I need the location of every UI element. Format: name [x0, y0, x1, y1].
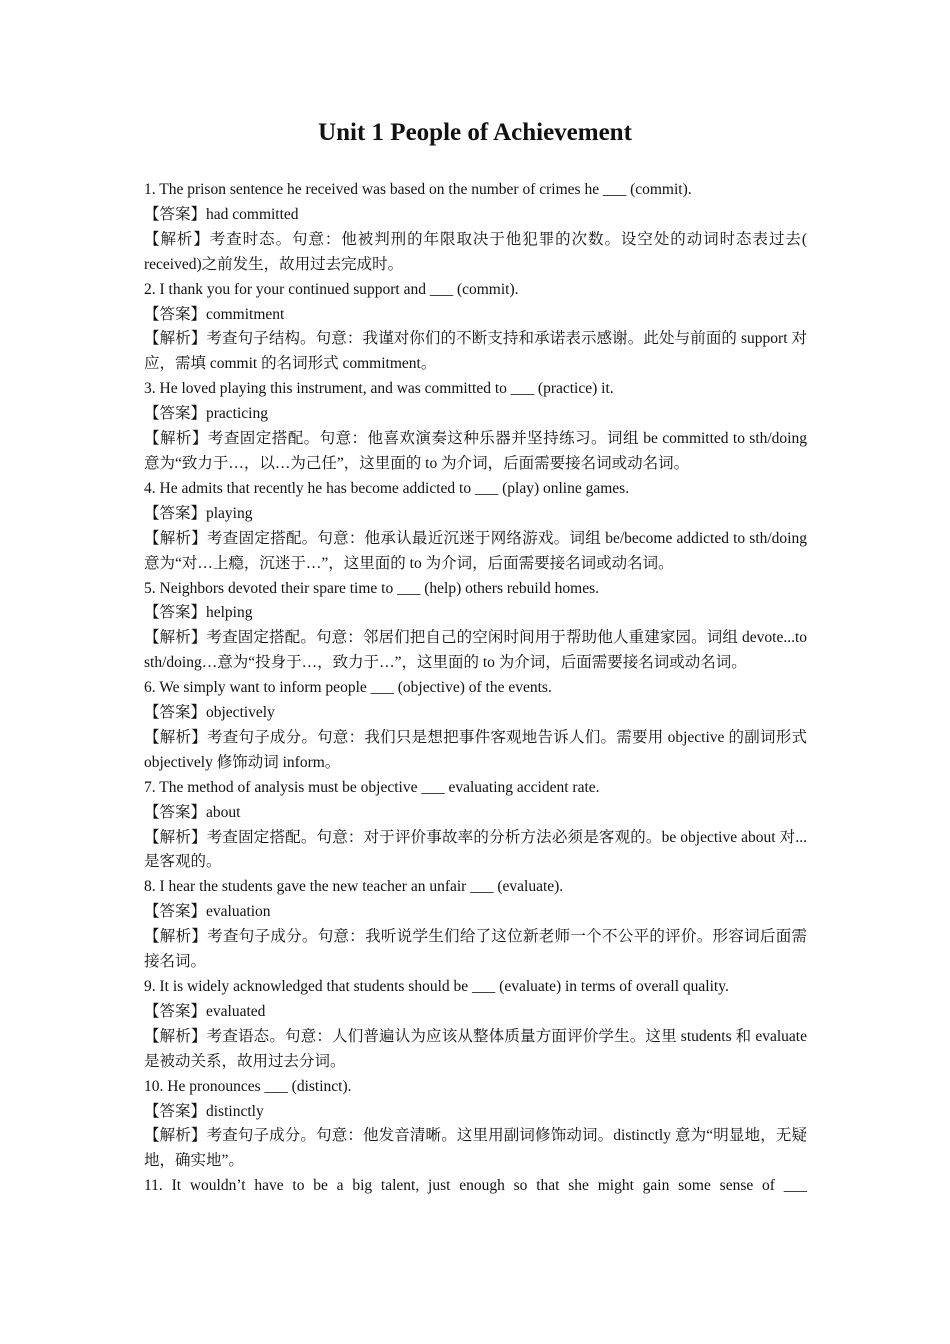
explanation-1: 【解析】考查时态。句意：他被判刑的年限取决于他犯罪的次数。设空处的动词时态表过去( received)之前发生，故用过去完成时。 — [144, 230, 807, 273]
explanation-6: 【解析】考查句子成分。句意：我们只是想把事件客观地告诉人们。需要用 objective 的副词形式 objectively 修饰动词 inform。 — [144, 728, 807, 771]
question-11-partial: 11. It wouldn’t have to be a big talent, just enough so that she might gain some sense of ___ — [144, 1177, 807, 1195]
answer-5: 【答案】helping — [144, 604, 253, 622]
question-4: 4. He admits that recently he has become addicted to ___ (play) online games. — [144, 479, 630, 497]
page-title: Unit 1 People of Achievement — [318, 119, 632, 146]
explanation-5: 【解析】考查固定搭配。句意：邻居们把自己的空闲时间用于帮助他人重建家园。词组 devote...to sth/doing…意为“投身于…，致力于…”，这里面的 to 为介词，后面需要接名词或动名词。 — [144, 629, 807, 672]
question-6: 6. We simply want to inform people ___ (objective) of the events. — [144, 679, 552, 697]
answer-6: 【答案】objectively — [144, 704, 275, 722]
explanation-3: 【解析】考查固定搭配。句意：他喜欢演奏这种乐器并坚持练习。词组 be committed to sth/doing 意为“致力于…，以…为己任”，这里面的 to 为介词，后面需要接名词或动名词。 — [144, 430, 807, 472]
explanation-8: 【解析】考查句子成分。句意：我听说学生们给了这位新老师一个不公平的评价。形容词后面需接名词。 — [144, 928, 807, 971]
question-10: 10. He pronounces ___ (distinct). — [144, 1077, 352, 1095]
answer-9: 【答案】evaluated — [144, 1002, 266, 1020]
question-7: 7. The method of analysis must be objective ___ evaluating accident rate. — [144, 778, 600, 796]
answer-10: 【答案】distinctly — [144, 1102, 264, 1120]
explanation-7: 【解析】考查固定搭配。句意：对于评价事故率的分析方法必须是客观的。be objective about 对...是客观的。 — [144, 828, 807, 871]
explanation-2: 【解析】考查句子结构。句意：我谨对你们的不断支持和承诺表示感谢。此处与前面的 support 对应，需填 commit 的名词形式 commitment。 — [144, 330, 807, 373]
question-8: 8. I hear the students gave the new teacher an unfair ___ (evaluate). — [144, 878, 564, 896]
answer-3: 【答案】practicing — [144, 405, 268, 423]
exercise-content — [144, 178, 807, 1199]
answer-2: 【答案】commitment — [144, 305, 285, 323]
question-2: 2. I thank you for your continued support and ___ (commit). — [144, 280, 519, 298]
question-5: 5. Neighbors devoted their spare time to ___ (help) others rebuild homes. — [144, 579, 599, 597]
question-1: 1. The prison sentence he received was based on the number of crimes he ___ (commit). — [144, 181, 692, 198]
answer-7: 【答案】about — [144, 803, 241, 821]
question-9: 9. It is widely acknowledged that students should be ___ (evaluate) in terms of overall quality. — [144, 978, 729, 995]
explanation-10: 【解析】考查句子成分。句意：他发音清晰。这里用副词修饰动词。distinctly 意为“明显地，无疑地，确实地”。 — [144, 1127, 807, 1170]
answer-8: 【答案】evaluation — [144, 903, 271, 921]
explanation-4: 【解析】考查固定搭配。句意：他承认最近沉迷于网络游戏。词组 be/become addicted to sth/doing 意为“对…上瘾，沉迷于…”，这里面的 to 为介词，后面需要接名词或动名词。 — [144, 529, 807, 572]
answer-4: 【答案】playing — [144, 504, 253, 522]
answer-1: 【答案】had committed — [144, 205, 299, 223]
explanation-9: 【解析】考查语态。句意：人们普遍认为应该从整体质量方面评价学生。这里 students 和 evaluate 是被动关系，故用过去分词。 — [144, 1027, 807, 1070]
question-3: 3. He loved playing this instrument, and was committed to ___ (practice) it. — [144, 380, 614, 398]
